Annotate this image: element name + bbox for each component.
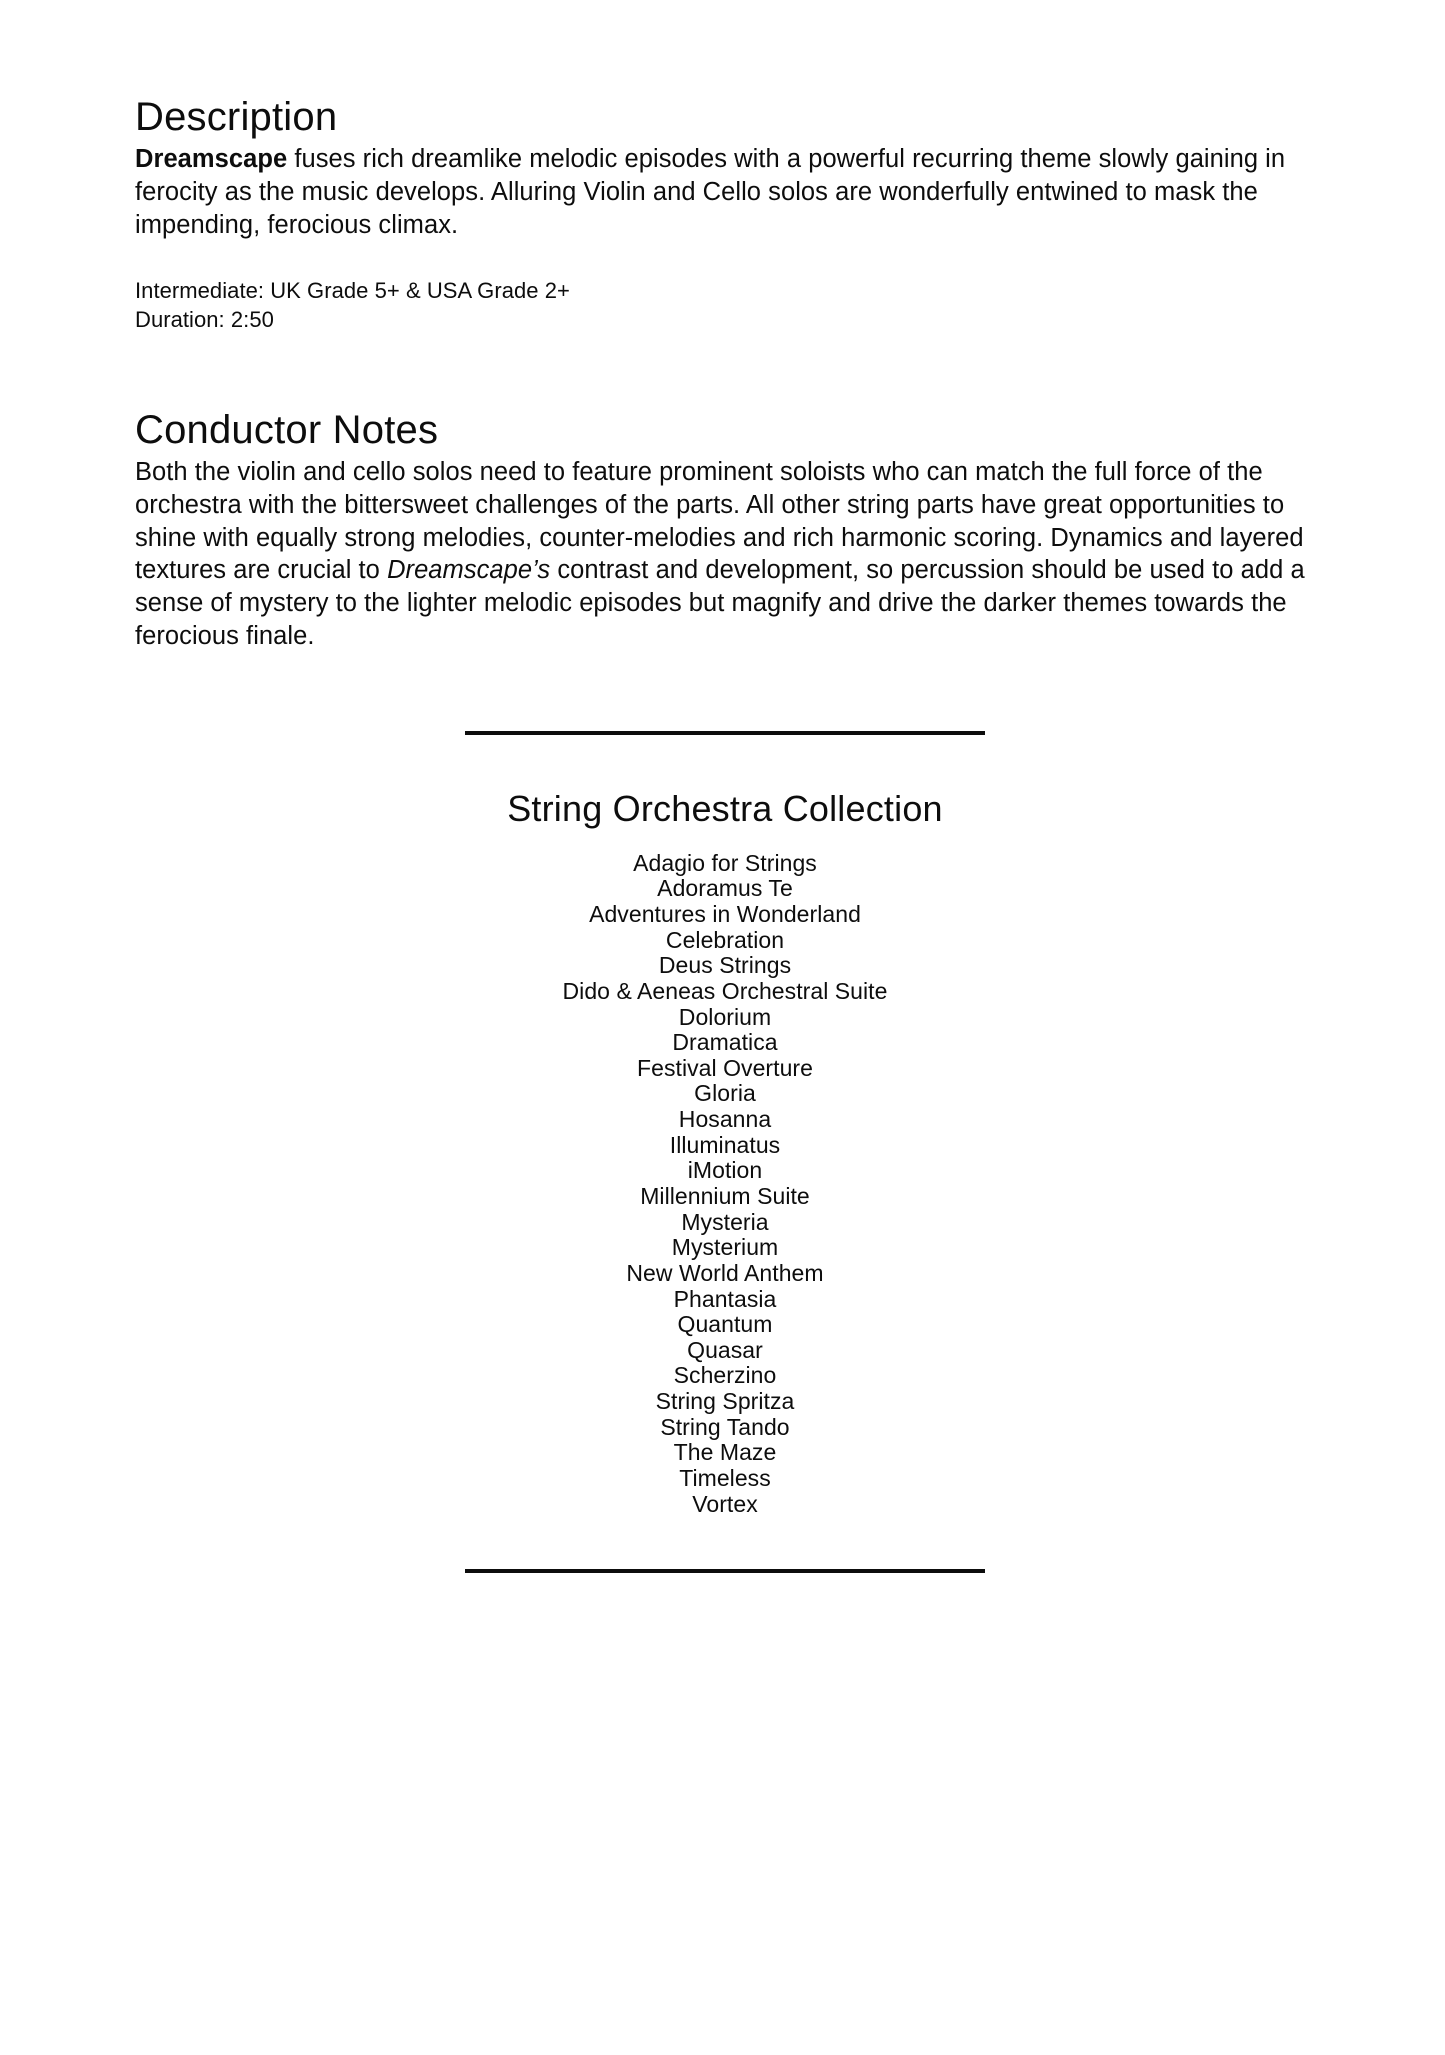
collection-list-item: Scherzino xyxy=(673,1362,777,1389)
collection-list-item: Celebration xyxy=(665,926,785,953)
description-heading: Description xyxy=(135,95,338,139)
divider-bottom xyxy=(465,1569,985,1573)
collection-list-item: Adagio for Strings xyxy=(633,849,817,876)
collection-list xyxy=(135,851,1315,1518)
conductor-notes-heading: Conductor Notes xyxy=(135,407,439,452)
description-paragraph xyxy=(135,143,1315,242)
collection-list-item: Adventures in Wonderland xyxy=(589,900,861,927)
conductor-notes-part1: Both the violin and cello solos need to feature prominent soloists who can match the full force of the orchestra with the bittersweet challenges of the parts. All other string parts have great opportunities to shine with equally strong melodies, counter-melodies and rich harmonic scoring. Dynamics and layered textures are crucial to xyxy=(135,457,1304,585)
collection-list-item: Hosanna xyxy=(678,1106,772,1133)
collection-list-item: Adoramus Te xyxy=(657,875,793,902)
section-spacer xyxy=(135,334,1315,408)
description-lead-word: Dreamscape xyxy=(135,145,288,173)
conductor-notes-part2: contrast and development, so percussion should be used to add a sense of mystery to the lighter melodic episodes but magnify and drive the darker themes towards the ferocious finale. xyxy=(135,556,1305,651)
description-section xyxy=(135,95,1315,334)
collection-section xyxy=(135,789,1315,1517)
collection-list-item: Gloria xyxy=(694,1080,756,1107)
divider-top xyxy=(465,731,985,735)
collection-list-item: Deus Strings xyxy=(658,952,792,979)
grade-line: Intermediate: UK Grade 5+ & USA Grade 2+ xyxy=(135,277,570,303)
divider-top-wrap xyxy=(135,731,1315,735)
collection-list-item: Quantum xyxy=(677,1311,773,1338)
collection-list-item: New World Anthem xyxy=(626,1259,824,1286)
description-paragraph-rest: fuses rich dreamlike melodic episodes with a powerful recurring theme slowly gaining in ferocity as the music develops. Alluring Violin and Cello solos are wonderfully entwined to mask the impending, ferocious climax. xyxy=(135,145,1286,239)
collection-list-item: iMotion xyxy=(687,1157,763,1184)
collection-list-item: Dramatica xyxy=(672,1029,778,1056)
collection-list-item: Mysterium xyxy=(671,1234,779,1261)
collection-list-item: The Maze xyxy=(673,1439,777,1466)
collection-list-item: Illuminatus xyxy=(669,1131,781,1158)
collection-list-item: Millennium Suite xyxy=(640,1183,810,1209)
duration-line: Duration: 2:50 xyxy=(135,306,274,332)
collection-list-item: Quasar xyxy=(687,1336,763,1363)
collection-list-item: String Tando xyxy=(660,1413,790,1440)
collection-list-item: Dido & Aeneas Orchestral Suite xyxy=(562,977,888,1004)
collection-title: String Orchestra Collection xyxy=(507,788,943,830)
conductor-notes-paragraph xyxy=(135,456,1315,653)
description-meta xyxy=(135,276,1315,334)
conductor-notes-emphasis: Dreamscape’s xyxy=(387,556,551,585)
conductor-notes-section xyxy=(135,408,1315,653)
collection-list-item: Vortex xyxy=(692,1490,758,1517)
document-content xyxy=(135,95,1315,1573)
collection-list-item: Phantasia xyxy=(673,1285,777,1312)
collection-list-item: Timeless xyxy=(679,1465,771,1492)
collection-list-item: Festival Overture xyxy=(637,1054,813,1081)
collection-list-item: Mysteria xyxy=(681,1208,769,1235)
collection-list-item: Dolorium xyxy=(678,1003,772,1030)
collection-list-item: String Spritza xyxy=(655,1388,795,1415)
divider-bottom-wrap xyxy=(135,1569,1315,1573)
